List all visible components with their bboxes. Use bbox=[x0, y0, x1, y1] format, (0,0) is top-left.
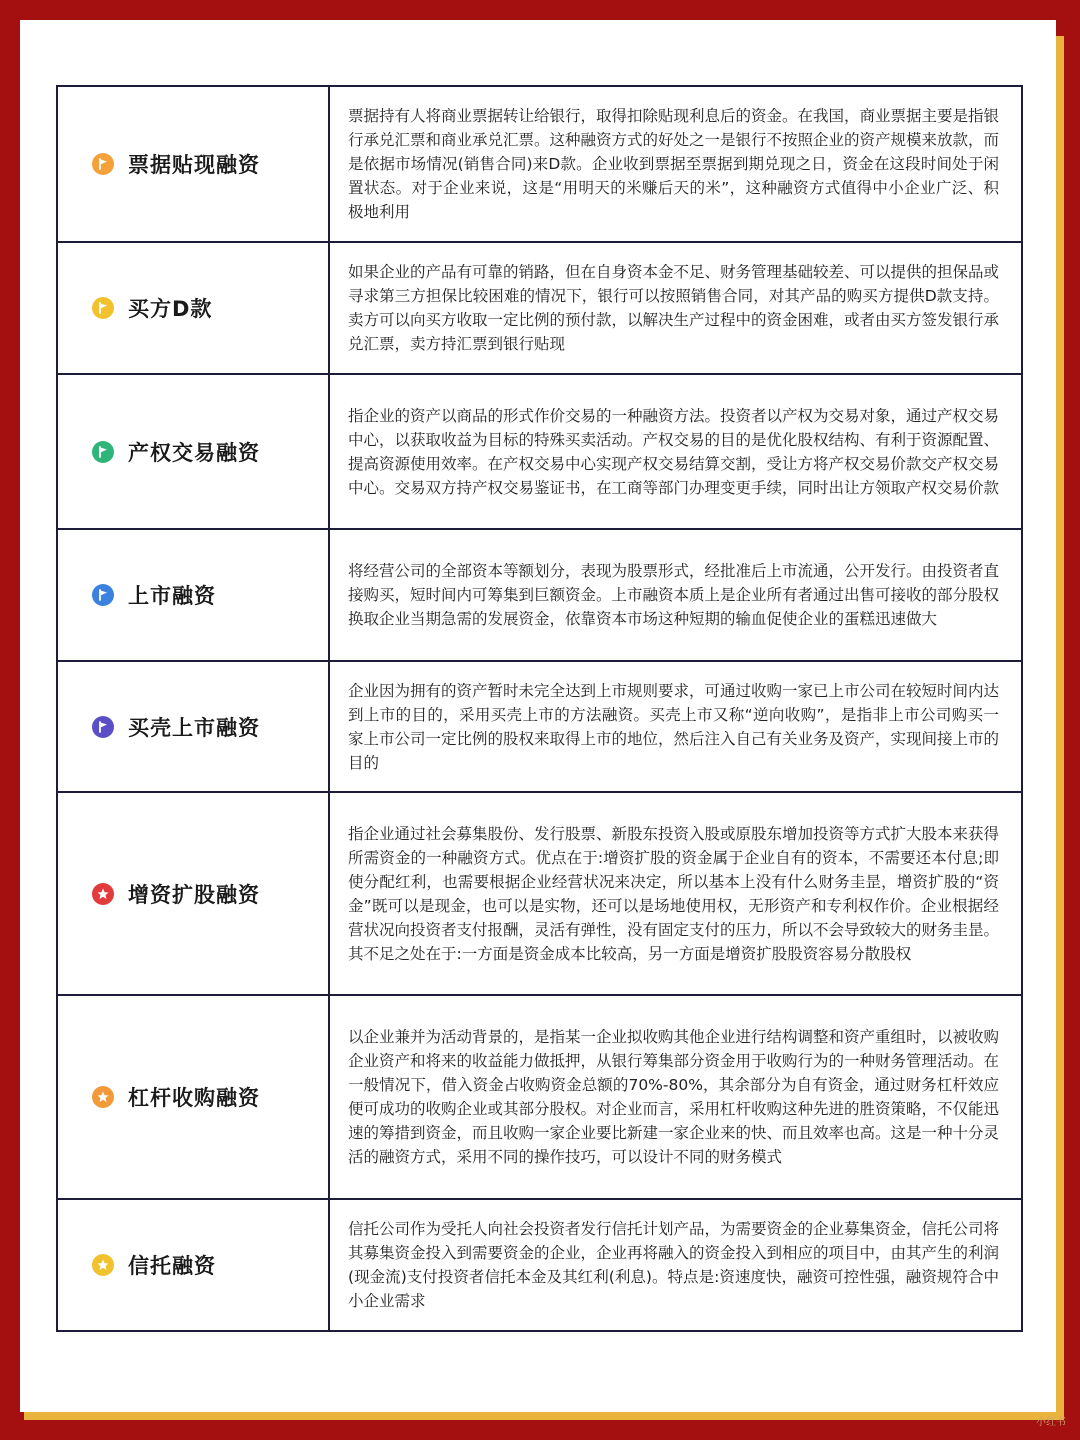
row-title-cell bbox=[58, 1200, 330, 1330]
row-title-cell bbox=[58, 996, 330, 1198]
row-title-cell bbox=[58, 530, 330, 660]
table-row bbox=[58, 243, 1021, 375]
table-row bbox=[58, 996, 1021, 1200]
table-row bbox=[58, 87, 1021, 243]
row-desc-cell bbox=[330, 87, 1021, 241]
row-desc: 信托公司作为受托人向社会投资者发行信托计划产品，为需要资金的企业募集资金，信托公司将其募集资金投入到需要资金的企业，企业再将融入的资金投入到相应的项目中，由其产生的利润(现金流)支付投资者信托本金及其红利(利息)。特点是:资速度快，融资可控性强，融资规符合中小企业需求 bbox=[348, 1220, 1000, 1310]
row-desc-cell bbox=[330, 793, 1021, 994]
row-title: 杠杆收购融资 bbox=[128, 1086, 260, 1110]
table-row bbox=[58, 662, 1021, 793]
watermark: 小红书 bbox=[1036, 1417, 1066, 1428]
row-title-cell bbox=[58, 87, 330, 241]
row-desc: 以企业兼并为活动背景的，是指某一企业拟收购其他企业进行结构调整和资产重组时，以被收购企业资产和将来的收益能力做抵押，从银行筹集部分资金用于收购行为的一种财务管理活动。在一般情况下，借入资金占收购资金总额的70%-80%，其余部分为自有资金，通过财务杠杆效应便可成功的收购企业或其部分股权。对企业而言，采用杠杆收购这种先进的胜资策略，不仅能迅速的筹措到资金，而且收购一家企业要比新建一家企业来的快、而且效率也高。这是一种十分灵活的融资方式，采用不同的操作技巧，可以设计不同的财务模式 bbox=[348, 1028, 1000, 1166]
row-desc: 如果企业的产品有可靠的销路，但在自身资本金不足、财务管理基础较差、可以提供的担保品或寻求第三方担保比较困难的情况下，银行可以按照销售合同，对其产品的购买方提供D款支持。卖方可以向买方收取一定比例的预付款，以解决生产过程中的资金困难，或者由买方签发银行承兑汇票，卖方持汇票到银行贴现 bbox=[348, 263, 1000, 353]
table-row bbox=[58, 793, 1021, 996]
row-desc-cell bbox=[330, 243, 1021, 373]
row-desc: 将经营公司的全部资本等额划分，表现为股票形式，经批准后上市流通，公开发行。由投资者直接购买，短时间内可筹集到巨额资金。上市融资本质上是企业所有者通过出售可接收的部分股权换取企业当期急需的发展资金，依靠资本市场这种短期的输血促使企业的蛋糕迅速做大 bbox=[348, 562, 1000, 628]
row-title: 上市融资 bbox=[128, 584, 216, 608]
row-title-cell bbox=[58, 793, 330, 994]
financing-table bbox=[56, 85, 1023, 1332]
row-desc: 指企业的资产以商品的形式作价交易的一种融资方法。投资者以产权为交易对象，通过产权交易中心，以获取收益为目标的特殊买卖活动。产权交易的目的是优化股权结构、有利于资源配置、提高资源使用效率。在产权交易中心实现产权交易结算交割，受让方将产权交易价款交产权交易中心。交易双方持产权交易鉴证书，在工商等部门办理变更手续，同时出让方领取产权交易价款 bbox=[348, 406, 1000, 497]
row-desc: 企业因为拥有的资产暂时未完全达到上市规则要求，可通过收购一家已上市公司在较短时间内达到上市的目的，采用买壳上市的方法融资。买壳上市又称“逆向收购”，是指非上市公司购买一家上市公司一定比例的股权来取得上市的地位，然后注入自己有关业务及资产，实现间接上市的目的 bbox=[348, 681, 1000, 772]
row-title: 买方D款 bbox=[128, 297, 213, 321]
star-icon bbox=[92, 883, 114, 905]
flag-icon bbox=[92, 441, 114, 463]
row-desc: 指企业通过社会募集股份、发行股票、新股东投资入股或原股东增加投资等方式扩大股本来获得所需资金的一种融资方式。优点在于:增资扩股的资金属于企业自有的资本，不需要还本付息;即使分配红利，也需要根据企业经营状况来决定，所以基本上没有什么财务圭昰，增资扩股的“资金”既可以是现金，也可以是实物，还可以是场地使用权，无形资产和专利权作价。企业根据经营状况向投资者支付报酬，灵活有弹性，没有固定支付的压力，所以不会导致较大的财务圭昰。其不足之处在于:一方面是资金成本比较高，另一方面是增资扩股股资容易分散股权 bbox=[348, 824, 1000, 963]
row-title: 信托融资 bbox=[128, 1254, 216, 1278]
flag-icon bbox=[92, 584, 114, 606]
row-title: 买壳上市融资 bbox=[128, 715, 260, 740]
flag-icon bbox=[92, 297, 114, 319]
flag-icon bbox=[92, 716, 114, 738]
row-desc: 票据持有人将商业票据转让给银行，取得扣除贴现利息后的资金。在我国，商业票据主要是指银行承兑汇票和商业承兑汇票。这种融资方式的好处之一是银行不按照企业的资产规模来放款，而是依据市场情况(销售合同)来D款。企业收到票据至票据到期兑现之日，资金在这段时间处于闲置状态。对于企业来说，这是“用明天的米赚后天的米”，这种融资方式值得中小企业广泛、积极地利用 bbox=[348, 107, 1000, 221]
star-icon bbox=[92, 1254, 114, 1276]
table-row bbox=[58, 530, 1021, 662]
row-title: 产权交易融资 bbox=[128, 440, 260, 465]
row-desc-cell bbox=[330, 375, 1021, 528]
row-title-cell bbox=[58, 243, 330, 373]
gold-shadow-bottom bbox=[24, 1412, 1064, 1420]
row-desc-cell bbox=[330, 996, 1021, 1198]
star-icon bbox=[92, 1086, 114, 1108]
row-desc-cell bbox=[330, 662, 1021, 791]
row-desc-cell bbox=[330, 530, 1021, 660]
flag-icon bbox=[92, 153, 114, 175]
table-row bbox=[58, 1200, 1021, 1330]
row-desc-cell bbox=[330, 1200, 1021, 1330]
row-title-cell bbox=[58, 662, 330, 791]
gold-shadow-right bbox=[1056, 36, 1064, 1420]
row-title-cell bbox=[58, 375, 330, 528]
row-title: 票据贴现融资 bbox=[128, 153, 260, 177]
table-row bbox=[58, 375, 1021, 530]
row-title: 增资扩股融资 bbox=[128, 882, 260, 907]
